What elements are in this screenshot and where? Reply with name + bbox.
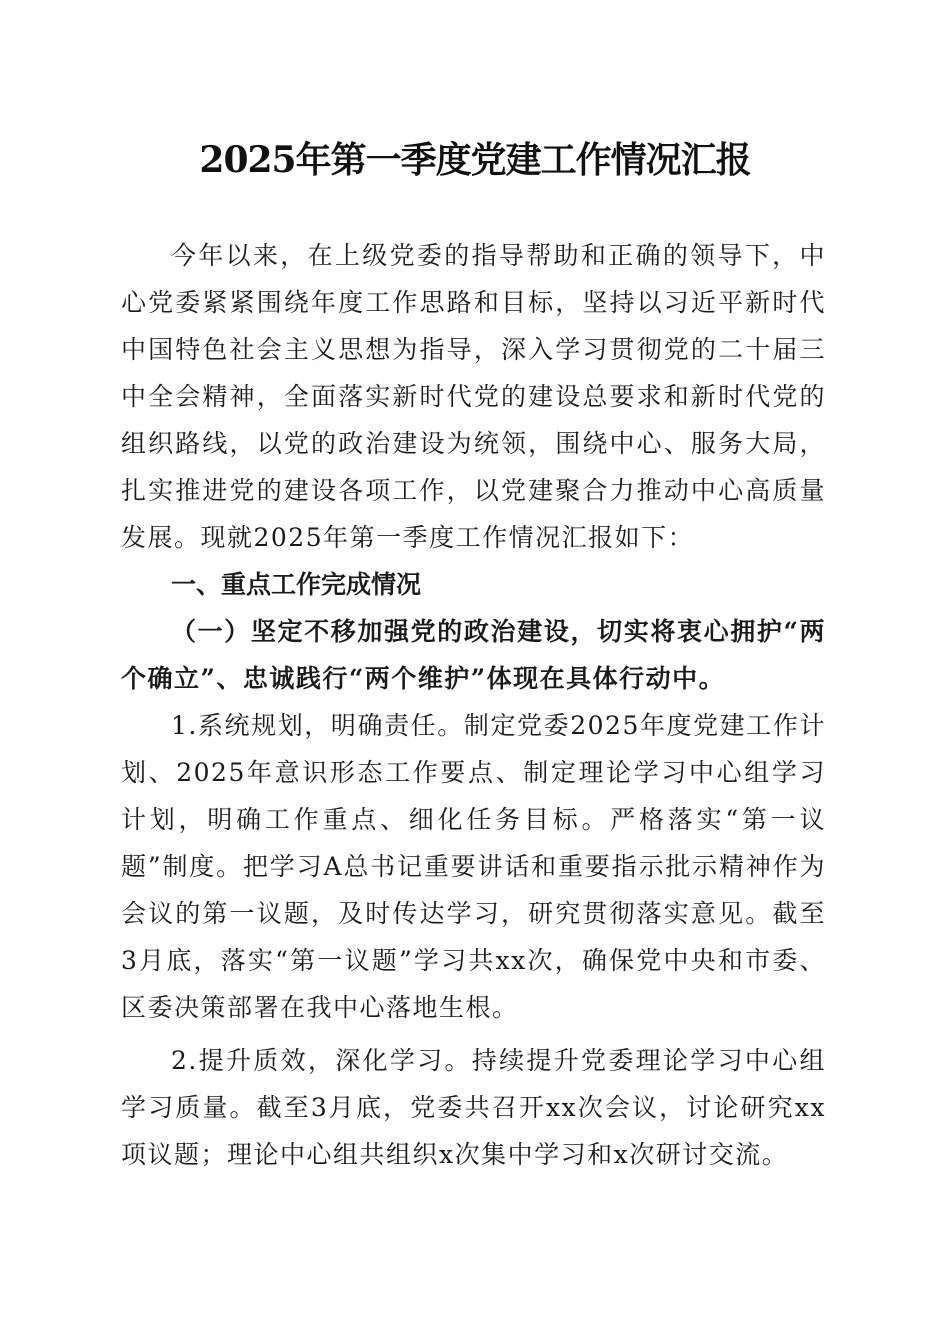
document-title: 2025年第一季度党建工作情况汇报: [199, 139, 751, 181]
item-paragraph-1: 1.系统规划，明确责任。制定党委2025年度党建工作计划、2025年意识形态工作要点、制定理论学习中心组学习计划，明确工作重点、细化任务目标。严格落实“第一议题”制度。把学习A总书记重要讲话和重要指示批示精神作为会议的第一议题，及时传达学习，研究贯彻落实意见。截至3月底，落实“第一议题”学习共xx次，确保党中央和市委、区委决策部署在我中心落地生根。: [121, 711, 826, 1022]
intro-paragraph: 今年以来，在上级党委的指导帮助和正确的领导下，中心党委紧紧围绕年度工作思路和目标，坚持以习近平新时代中国特色社会主义思想为指导，深入学习贯彻党的二十届三中全会精神，全面落实新时代党的建设总要求和新时代党的组织路线，以党的政治建设为统领，围绕中心、服务大局，扎实推进党的建设各项工作，以党建聚合力推动中心高质量发展。现就2025年第一季度工作情况汇报如下：: [121, 241, 826, 552]
item-paragraph-2: 2.提升质效，深化学习。持续提升党委理论学习中心组学习质量。截至3月底，党委共召开xx次会议，讨论研究xx项议题；理论中心组共组织x次集中学习和x次研讨交流。: [121, 1046, 826, 1169]
document-body: [121, 232, 826, 1178]
section-heading: 一、重点工作完成情况: [171, 570, 422, 599]
subsection-heading: （一）坚定不移加强党的政治建设，切实将衷心拥护“两个确立”、忠诚践行“两个维护”体现在具体行动中。: [121, 617, 826, 693]
